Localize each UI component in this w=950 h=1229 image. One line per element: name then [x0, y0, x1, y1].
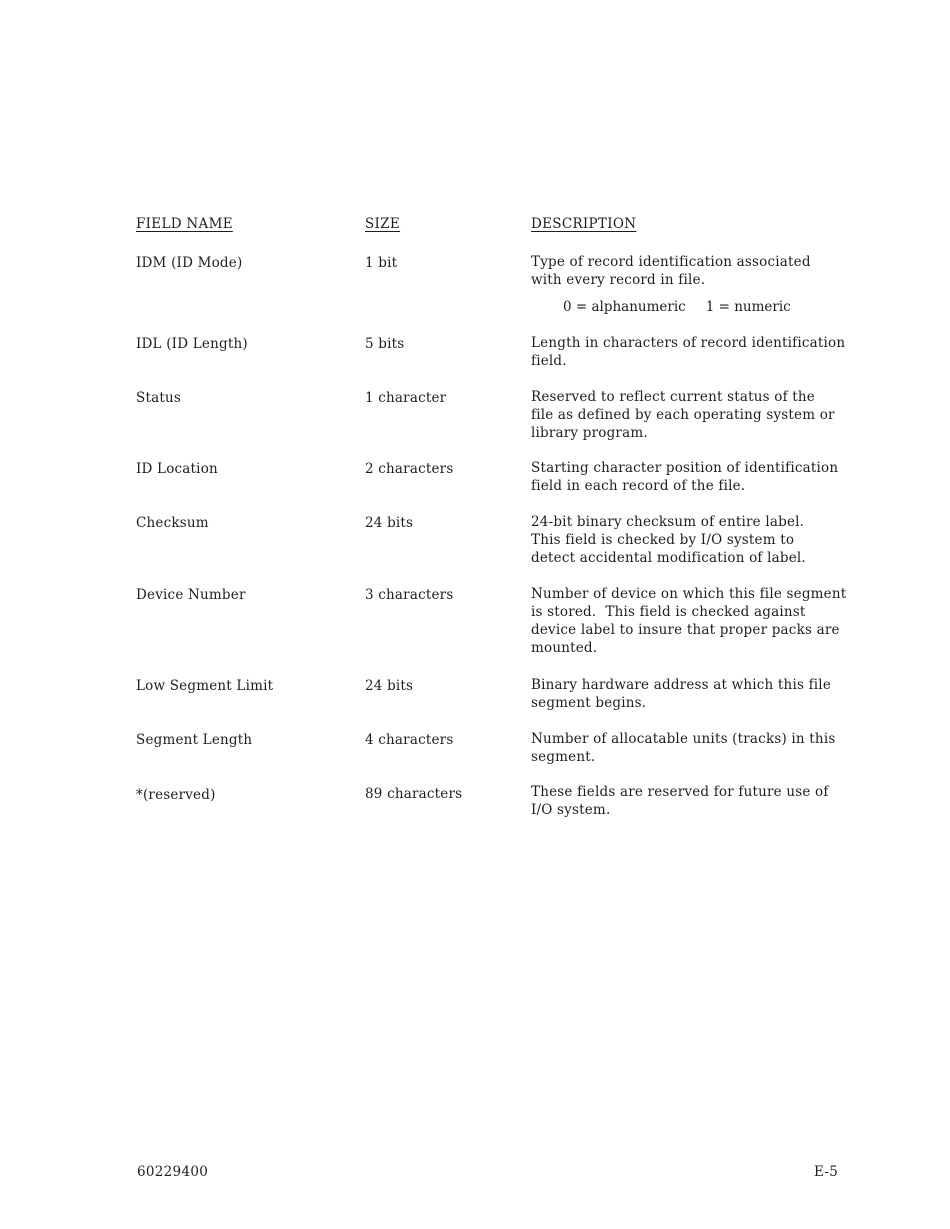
row-segment-length-description [531, 730, 861, 766]
legend-numeric: 1 = numeric [705, 299, 791, 315]
description-line: segment begins. [531, 695, 647, 711]
description-line: Starting character position of identification [531, 460, 839, 476]
description-line: device label to insure that proper packs are [531, 622, 840, 638]
description-line: file as defined by each operating system or [531, 407, 835, 423]
row-low-segment-limit-size: 24 bits [365, 678, 414, 694]
row-reserved-field: *(reserved) [136, 787, 216, 803]
description-line: detect accidental modification of label. [531, 550, 806, 566]
row-device-number-field: Device Number [136, 587, 246, 603]
description-line: is stored. This field is checked against [531, 604, 806, 620]
description-line: field in each record of the file. [531, 478, 746, 494]
row-id-location-size: 2 characters [365, 461, 454, 477]
header-description: DESCRIPTION [531, 216, 637, 232]
description-line: segment. [531, 749, 596, 765]
row-segment-length-size: 4 characters [365, 732, 454, 748]
document-number: 60229400 [137, 1164, 209, 1180]
row-idm-description [531, 253, 861, 289]
row-checksum-size: 24 bits [365, 515, 414, 531]
row-low-segment-limit-field: Low Segment Limit [136, 678, 274, 694]
description-line: field. [531, 353, 567, 369]
description-line: Length in characters of record identification [531, 335, 846, 351]
row-reserved-description [531, 783, 861, 819]
row-status-description [531, 388, 861, 442]
description-line: mounted. [531, 640, 598, 656]
description-line: Binary hardware address at which this file [531, 677, 832, 693]
description-line: Number of device on which this file segment [531, 586, 847, 602]
description-line: with every record in file. [531, 272, 706, 288]
row-idm-field: IDM (ID Mode) [136, 255, 243, 271]
row-checksum-field: Checksum [136, 515, 209, 531]
row-idl-field: IDL (ID Length) [136, 336, 248, 352]
row-idl-description [531, 334, 861, 370]
description-line: This field is checked by I/O system to [531, 532, 795, 548]
description-line: 24-bit binary checksum of entire label. [531, 514, 805, 530]
row-idm-size: 1 bit [365, 255, 398, 271]
description-line: Reserved to reflect current status of the [531, 389, 815, 405]
row-status-size: 1 character [365, 390, 447, 406]
header-field-name: FIELD NAME [136, 216, 233, 232]
description-line: Type of record identification associated [531, 254, 811, 270]
description-line: I/O system. [531, 802, 611, 818]
row-segment-length-field: Segment Length [136, 732, 253, 748]
page-number: E-5 [814, 1164, 839, 1180]
description-line: Number of allocatable units (tracks) in this [531, 731, 836, 747]
row-device-number-size: 3 characters [365, 587, 454, 603]
row-checksum-description [531, 513, 861, 567]
row-id-location-field: ID Location [136, 461, 218, 477]
row-low-segment-limit-description [531, 676, 861, 712]
row-idl-size: 5 bits [365, 336, 405, 352]
header-size: SIZE [365, 216, 401, 232]
row-id-location-description [531, 459, 861, 495]
row-reserved-size: 89 characters [365, 786, 463, 802]
description-line: These fields are reserved for future use of [531, 784, 829, 800]
row-idm-legend [563, 298, 791, 316]
row-status-field: Status [136, 390, 181, 406]
legend-alphanumeric: 0 = alphanumeric [563, 299, 686, 315]
row-device-number-description [531, 585, 861, 657]
description-line: library program. [531, 425, 648, 441]
